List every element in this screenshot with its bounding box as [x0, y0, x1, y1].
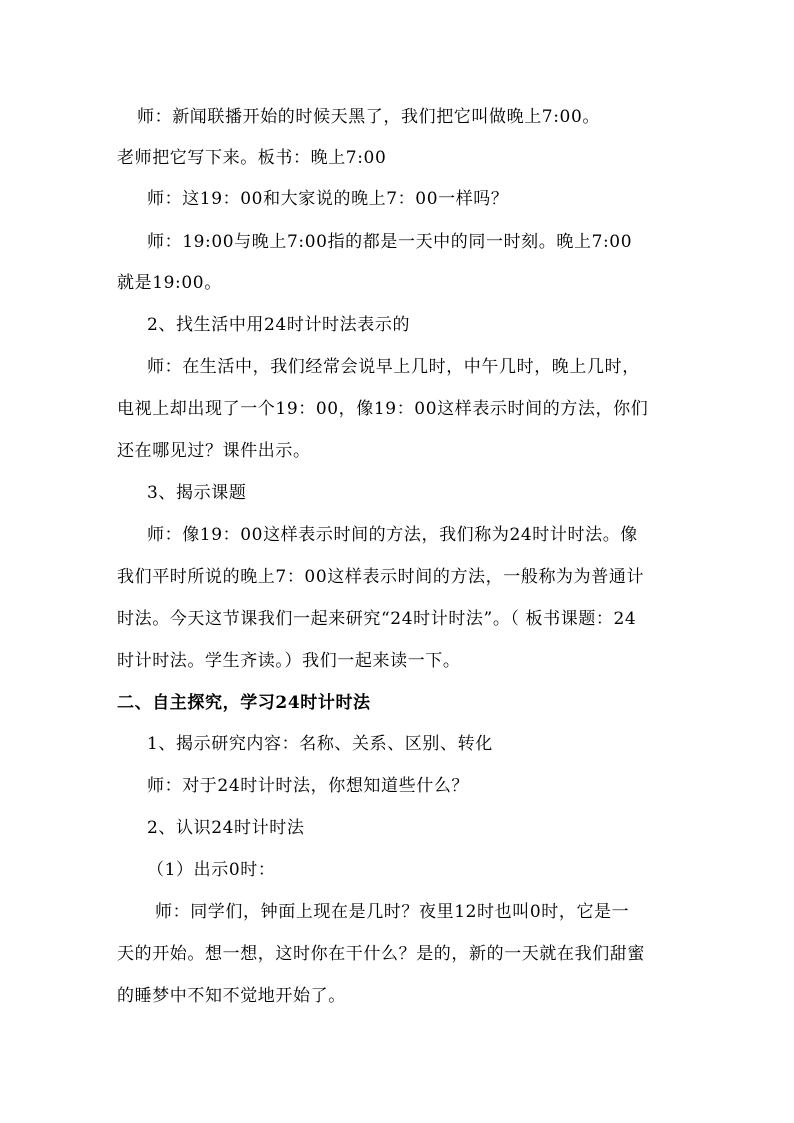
paragraph-line: 我们平时所说的晚上7：00这样表示时间的方法，一般称为为普通计	[117, 567, 645, 587]
paragraph-line: 时计时法。学生齐读。）我们一起来读一下。	[117, 651, 461, 671]
section-heading: 2、找生活中用24时计时法表示的	[147, 315, 411, 335]
chapter-heading: 二、自主探究，学习24时计时法	[117, 693, 371, 713]
paragraph-line: 的睡梦中不知不觉地开始了。	[117, 986, 346, 1006]
paragraph-line: 师：像19：00这样表示时间的方法，我们称为24时计时法。像	[147, 525, 638, 545]
paragraph-line: 时法。今天这节课我们一起来研究“24时计时法”。（ 板书课题：24	[117, 609, 637, 629]
section-heading: 3、揭示课题	[147, 483, 247, 503]
paragraph-line: 电视上却出现了一个19：00，像19：00这样表示时间的方法，你们	[117, 399, 649, 419]
paragraph-line: 天的开始。想一想，这时你在干什么？是的，新的一天就在我们甜蜜	[117, 944, 645, 964]
paragraph-line: 师：对于24时计时法，你想知道些什么？	[147, 776, 470, 796]
paragraph-line: 师：新闻联播开始的时候天黑了，我们把它叫做晚上7:00。	[137, 107, 600, 127]
paragraph-line: 还在哪见过？课件出示。	[117, 441, 311, 461]
paragraph-line: 师：19:00与晚上7:00指的都是一天中的同一时刻。晚上7:00	[147, 232, 633, 252]
section-heading: 2、认识24时计时法	[147, 818, 305, 838]
paragraph-line: 就是19:00。	[117, 273, 222, 293]
section-heading: 1、揭示研究内容：名称、关系、区别、转化	[147, 734, 493, 754]
paragraph-line: 师：这19：00和大家说的晚上7：00一样吗？	[147, 189, 509, 209]
paragraph-line: 老师把它写下来。板书：晚上7:00	[117, 148, 387, 168]
paragraph-line: 师：在生活中，我们经常会说早上几时，中午几时，晚上几时，	[147, 357, 640, 377]
subsection-heading: （1）出示0时：	[147, 860, 276, 880]
paragraph-line: 师：同学们，钟面上现在是几时？夜里12时也叫0时，它是一	[155, 902, 630, 922]
